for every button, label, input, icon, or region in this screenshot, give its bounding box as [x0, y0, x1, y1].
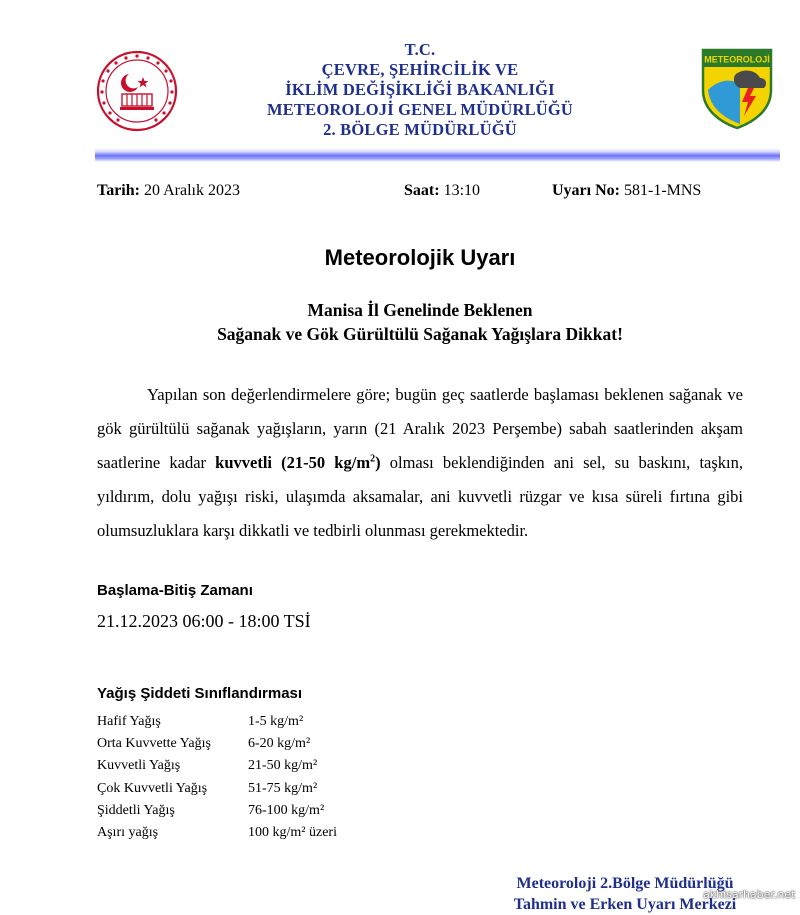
classification-row: Çok Kuvvetli Yağış 51-75 kg/m² — [97, 780, 318, 796]
time-field — [404, 182, 480, 200]
meteoroloji-shield-logo — [700, 46, 774, 130]
warning-paragraph — [97, 378, 743, 548]
date-value: 20 Aralık 2023 — [143, 182, 240, 199]
timing-label: Başlama-Bitiş Zamanı — [97, 582, 253, 599]
paragraph-part-2: olması beklendiğinden ani sel, su baskını, taşkın, yıldırım, dolu yağışı riski, ulaşımda aksamalar, ani kuvvetli rüzgar ve kısa süreli fırtına gibi olumsuzluklara karşı dikkatli ve tedbirli olunması gerekmektedir. — [97, 453, 743, 540]
classification-row: Şiddetli Yağış 76-100 kg/m² — [97, 802, 325, 818]
classification-row: Hafif Yağış 1-5 kg/m² — [97, 714, 304, 729]
ministry-header — [180, 40, 660, 140]
header-line-5: 2. BÖLGE MÜDÜRLÜĞÜ — [323, 120, 517, 139]
shield-logo-text: METEOROLOJİ — [704, 54, 770, 65]
warning-number-field — [552, 182, 701, 200]
time-value: 13:10 — [443, 182, 481, 199]
warning-number-value: 581-1-MNS — [623, 182, 702, 199]
time-label: Saat: — [404, 182, 440, 199]
ministry-seal-logo — [96, 50, 178, 132]
paragraph-part-1: Yapılan son değerlendirmelere göre; bugün geç saatlerde başlaması beklenen sağanak ve gök gürültülü sağanak yağışların, yarın (21 Aralık 2023 Perşembe) sabah saatlerinden akşam saatlerine kadar — [97, 385, 743, 472]
classification-row: Orta Kuvvette Yağış 6-20 kg/m² — [97, 736, 311, 752]
subtitle-line-1: Manisa İl Genelinde Beklenen — [307, 300, 533, 320]
header-divider — [95, 148, 780, 162]
subtitle-line-2: Sağanak ve Gök Gürültülü Sağanak Yağışlara Dikkat! — [217, 324, 623, 344]
date-label: Tarih: — [97, 182, 140, 199]
document-subtitle — [0, 298, 800, 346]
watermark: akhisarhaber.net — [703, 888, 796, 901]
timing-value: 21.12.2023 06:00 - 18:00 TSİ — [97, 611, 311, 631]
document-title: Meteorolojik Uyarı — [324, 245, 516, 270]
classification-table — [97, 714, 398, 847]
header-line-2: ÇEVRE, ŞEHİRCİLİK VE — [321, 60, 519, 79]
header-line-3: İKLİM DEĞİŞİKLİĞİ BAKANLIĞI — [285, 80, 555, 99]
date-field — [97, 182, 240, 200]
footer-line-2: Tahmin ve Erken Uyarı Merkezi — [513, 896, 737, 913]
classification-title: Yağış Şiddeti Sınıflandırması — [97, 685, 303, 702]
paragraph-bold: kuvvetli (21-50 $kg/m^2$) — [215, 453, 381, 472]
header-line-4: METEOROLOJİ GENEL MÜDÜRLÜĞÜ — [266, 100, 574, 119]
footer-line-1: Meteoroloji 2.Bölge Müdürlüğü — [516, 875, 734, 892]
header-line-1: T.C. — [404, 40, 436, 59]
classification-row: Kuvvetli Yağış 21-50 kg/m² — [97, 758, 318, 774]
classification-row: Aşırı yağış 100 kg/m² üzeri — [97, 824, 337, 840]
warning-number-label: Uyarı No: — [552, 182, 620, 199]
